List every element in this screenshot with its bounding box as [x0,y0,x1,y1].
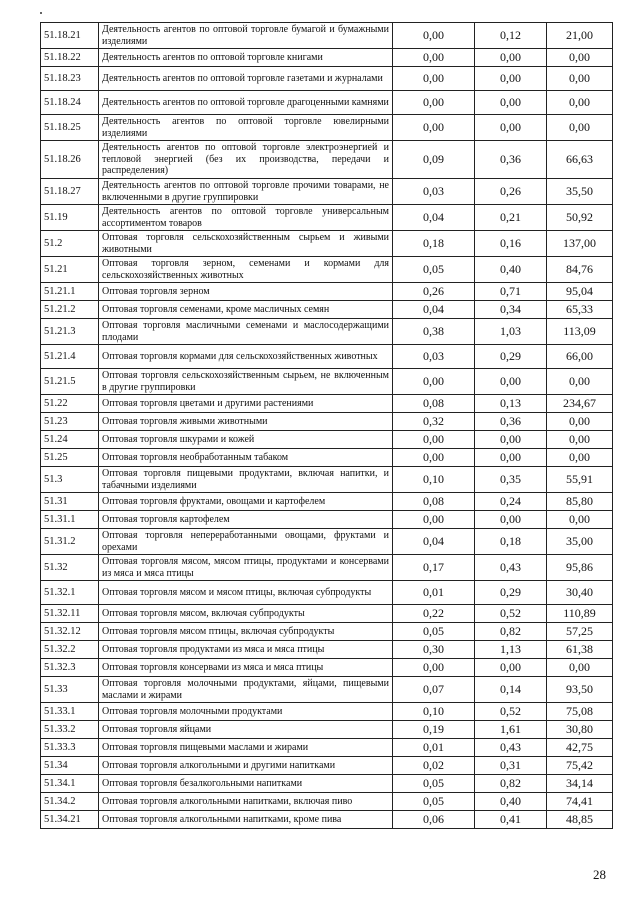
value-col-1: 0,10 [393,467,475,493]
activity-code: 51.18.22 [41,49,99,67]
activity-code: 51.34.2 [41,793,99,811]
table-row [41,67,613,91]
activity-name: Деятельность агентов по оптовой торговле газетами и журналами [99,67,393,91]
activity-name: Оптовая торговля мясом и мясом птицы, включая субпродукты [99,581,393,605]
value-col-3: 0,00 [547,511,613,529]
activity-name: Оптовая торговля пищевыми маслами и жирами [99,739,393,757]
value-col-1: 0,00 [393,115,475,141]
activity-code: 51.32.11 [41,605,99,623]
activity-name: Оптовая торговля зерном [99,283,393,301]
value-col-1: 0,04 [393,205,475,231]
value-col-2: 0,00 [475,115,547,141]
activity-name: Деятельность агентов по оптовой торговле прочими товарами, не включенными в другие группировки [99,179,393,205]
value-col-1: 0,32 [393,413,475,431]
table-row [41,449,613,467]
activity-name: Оптовая торговля цветами и другими растениями [99,395,393,413]
activity-name: Оптовая торговля кормами для сельскохозяйственных животных [99,345,393,369]
activity-code: 51.32.12 [41,623,99,641]
value-col-1: 0,00 [393,449,475,467]
value-col-3: 57,25 [547,623,613,641]
value-col-3: 113,09 [547,319,613,345]
value-col-1: 0,08 [393,493,475,511]
value-col-3: 0,00 [547,659,613,677]
activity-code: 51.32.1 [41,581,99,605]
activity-name: Оптовая торговля непереработанными овощами, фруктами и орехами [99,529,393,555]
value-col-3: 75,08 [547,703,613,721]
value-col-2: 0,00 [475,431,547,449]
page-number: 28 [593,867,606,882]
value-col-3: 0,00 [547,115,613,141]
value-col-3: 95,86 [547,555,613,581]
value-col-1: 0,08 [393,395,475,413]
value-col-3: 85,80 [547,493,613,511]
value-col-1: 0,04 [393,301,475,319]
value-col-1: 0,03 [393,345,475,369]
value-col-3: 0,00 [547,91,613,115]
table-row [41,231,613,257]
value-col-2: 0,31 [475,757,547,775]
value-col-1: 0,00 [393,23,475,49]
value-col-2: 0,00 [475,659,547,677]
table-row [41,179,613,205]
value-col-3: 95,04 [547,283,613,301]
table-row [41,775,613,793]
activity-name: Деятельность агентов по оптовой торговле ювелирными изделиями [99,115,393,141]
activity-name: Оптовая торговля фруктами, овощами и картофелем [99,493,393,511]
table-row [41,257,613,283]
page-corner-mark [40,12,42,14]
table-row [41,91,613,115]
value-col-3: 34,14 [547,775,613,793]
table-row [41,141,613,179]
activity-code: 51.24 [41,431,99,449]
activity-code: 51.21.2 [41,301,99,319]
value-col-2: 0,13 [475,395,547,413]
table-row [41,413,613,431]
activity-code: 51.31 [41,493,99,511]
activity-code: 51.33 [41,677,99,703]
value-col-1: 0,38 [393,319,475,345]
activity-name: Оптовая торговля мясом, мясом птицы, продуктами и консервами из мяса и мяса птицы [99,555,393,581]
value-col-2: 1,03 [475,319,547,345]
value-col-3: 35,50 [547,179,613,205]
table-row [41,659,613,677]
value-col-1: 0,00 [393,659,475,677]
value-col-2: 0,43 [475,739,547,757]
value-col-2: 0,00 [475,67,547,91]
value-col-2: 0,36 [475,141,547,179]
value-col-3: 93,50 [547,677,613,703]
value-col-1: 0,01 [393,581,475,605]
value-col-2: 0,82 [475,623,547,641]
value-col-2: 0,82 [475,775,547,793]
activity-name: Деятельность агентов по оптовой торговле бумагой и бумажными изделиями [99,23,393,49]
table-row [41,511,613,529]
value-col-3: 50,92 [547,205,613,231]
activity-name: Оптовая торговля живыми животными [99,413,393,431]
table-row [41,467,613,493]
activity-name: Оптовая торговля необработанным табаком [99,449,393,467]
activity-name: Деятельность агентов по оптовой торговле универсальным ассортиментом товаров [99,205,393,231]
value-col-2: 0,00 [475,91,547,115]
value-col-1: 0,22 [393,605,475,623]
value-col-1: 0,26 [393,283,475,301]
table-row [41,49,613,67]
activity-code: 51.18.27 [41,179,99,205]
value-col-1: 0,19 [393,721,475,739]
value-col-1: 0,09 [393,141,475,179]
table-row [41,23,613,49]
value-col-1: 0,05 [393,775,475,793]
value-col-3: 0,00 [547,413,613,431]
table-row [41,703,613,721]
activity-code: 51.33.1 [41,703,99,721]
value-col-2: 0,00 [475,49,547,67]
value-col-2: 0,18 [475,529,547,555]
value-col-1: 0,01 [393,739,475,757]
value-col-2: 0,36 [475,413,547,431]
value-col-3: 35,00 [547,529,613,555]
value-col-1: 0,30 [393,641,475,659]
value-col-1: 0,18 [393,231,475,257]
activity-code: 51.34 [41,757,99,775]
activity-name: Оптовая торговля продуктами из мяса и мяса птицы [99,641,393,659]
table-row [41,581,613,605]
activity-code: 51.19 [41,205,99,231]
value-col-3: 137,00 [547,231,613,257]
activity-name: Оптовая торговля мясом, включая субпродукты [99,605,393,623]
value-col-3: 0,00 [547,67,613,91]
value-col-3: 30,80 [547,721,613,739]
value-col-1: 0,05 [393,257,475,283]
table-row [41,721,613,739]
activity-code: 51.34.1 [41,775,99,793]
activity-code: 51.18.25 [41,115,99,141]
value-col-2: 0,24 [475,493,547,511]
value-col-3: 65,33 [547,301,613,319]
table-row [41,283,613,301]
value-col-2: 0,26 [475,179,547,205]
table-row [41,641,613,659]
value-col-2: 0,52 [475,703,547,721]
value-col-1: 0,00 [393,67,475,91]
value-col-2: 0,71 [475,283,547,301]
activity-table [40,22,613,829]
value-col-2: 0,29 [475,345,547,369]
value-col-3: 21,00 [547,23,613,49]
value-col-3: 84,76 [547,257,613,283]
value-col-2: 1,13 [475,641,547,659]
value-col-2: 0,43 [475,555,547,581]
activity-name: Деятельность агентов по оптовой торговле книгами [99,49,393,67]
table-row [41,395,613,413]
value-col-2: 0,40 [475,257,547,283]
activity-name: Деятельность агентов по оптовой торговле электроэнергией и тепловой энергией (без их производства, передачи и распределения) [99,141,393,179]
activity-name: Оптовая торговля молочными продуктами [99,703,393,721]
table-row [41,529,613,555]
activity-name: Оптовая торговля семенами, кроме масличных семян [99,301,393,319]
value-col-3: 110,89 [547,605,613,623]
table-row [41,677,613,703]
activity-code: 51.23 [41,413,99,431]
value-col-3: 66,63 [547,141,613,179]
value-col-1: 0,06 [393,811,475,829]
table-row [41,793,613,811]
activity-code: 51.18.23 [41,67,99,91]
value-col-3: 75,42 [547,757,613,775]
value-col-2: 0,00 [475,511,547,529]
table-row [41,205,613,231]
activity-code: 51.34.21 [41,811,99,829]
table-row [41,369,613,395]
value-col-3: 234,67 [547,395,613,413]
activity-name: Оптовая торговля алкогольными напитками, кроме пива [99,811,393,829]
value-col-2: 0,52 [475,605,547,623]
activity-code: 51.33.2 [41,721,99,739]
value-col-2: 0,14 [475,677,547,703]
table-row [41,757,613,775]
activity-name: Оптовая торговля безалкогольными напитками [99,775,393,793]
activity-name: Оптовая торговля шкурами и кожей [99,431,393,449]
activity-code: 51.21.4 [41,345,99,369]
value-col-2: 0,34 [475,301,547,319]
table-row [41,623,613,641]
value-col-1: 0,00 [393,431,475,449]
value-col-3: 30,40 [547,581,613,605]
value-col-3: 61,38 [547,641,613,659]
value-col-1: 0,00 [393,369,475,395]
value-col-2: 0,21 [475,205,547,231]
table-row [41,605,613,623]
table-row [41,811,613,829]
activity-name: Оптовая торговля картофелем [99,511,393,529]
activity-name: Оптовая торговля яйцами [99,721,393,739]
value-col-1: 0,07 [393,677,475,703]
activity-code: 51.3 [41,467,99,493]
activity-code: 51.21.1 [41,283,99,301]
value-col-1: 0,00 [393,511,475,529]
table-row [41,555,613,581]
activity-name: Оптовая торговля алкогольными напитками, включая пиво [99,793,393,811]
value-col-2: 0,12 [475,23,547,49]
activity-code: 51.22 [41,395,99,413]
activity-code: 51.25 [41,449,99,467]
activity-name: Оптовая торговля молочными продуктами, яйцами, пищевыми маслами и жирами [99,677,393,703]
activity-name: Оптовая торговля мясом птицы, включая субпродукты [99,623,393,641]
activity-code: 51.31.2 [41,529,99,555]
activity-code: 51.21.5 [41,369,99,395]
value-col-1: 0,03 [393,179,475,205]
activity-name: Оптовая торговля зерном, семенами и кормами для сельскохозяйственных животных [99,257,393,283]
activity-name: Оптовая торговля сельскохозяйственным сырьем и живыми животными [99,231,393,257]
value-col-3: 74,41 [547,793,613,811]
table-row [41,345,613,369]
activity-code: 51.21.3 [41,319,99,345]
activity-name: Оптовая торговля пищевыми продуктами, включая напитки, и табачными изделиями [99,467,393,493]
table-row [41,319,613,345]
value-col-3: 66,00 [547,345,613,369]
value-col-1: 0,10 [393,703,475,721]
value-col-1: 0,02 [393,757,475,775]
activity-code: 51.33.3 [41,739,99,757]
activity-code: 51.18.21 [41,23,99,49]
activity-code: 51.18.24 [41,91,99,115]
value-col-1: 0,05 [393,623,475,641]
activity-code: 51.32.2 [41,641,99,659]
value-col-2: 0,40 [475,793,547,811]
activity-code: 51.32.3 [41,659,99,677]
activity-code: 51.2 [41,231,99,257]
table-row [41,431,613,449]
value-col-1: 0,00 [393,49,475,67]
value-col-1: 0,00 [393,91,475,115]
value-col-1: 0,05 [393,793,475,811]
value-col-3: 0,00 [547,431,613,449]
value-col-2: 1,61 [475,721,547,739]
activity-name: Оптовая торговля масличными семенами и маслосодержащими плодами [99,319,393,345]
activity-name: Оптовая торговля сельскохозяйственным сырьем, не включенным в другие группировки [99,369,393,395]
activity-name: Оптовая торговля алкогольными и другими напитками [99,757,393,775]
value-col-3: 0,00 [547,369,613,395]
table-row [41,301,613,319]
value-col-2: 0,35 [475,467,547,493]
activity-name: Деятельность агентов по оптовой торговле драгоценными камнями [99,91,393,115]
activity-code: 51.21 [41,257,99,283]
value-col-3: 0,00 [547,49,613,67]
value-col-2: 0,29 [475,581,547,605]
value-col-3: 42,75 [547,739,613,757]
activity-name: Оптовая торговля консервами из мяса и мяса птицы [99,659,393,677]
value-col-1: 0,04 [393,529,475,555]
activity-code: 51.31.1 [41,511,99,529]
table-row [41,115,613,141]
table-row [41,739,613,757]
value-col-3: 55,91 [547,467,613,493]
value-col-3: 0,00 [547,449,613,467]
value-col-1: 0,17 [393,555,475,581]
value-col-2: 0,00 [475,369,547,395]
activity-code: 51.18.26 [41,141,99,179]
value-col-3: 48,85 [547,811,613,829]
value-col-2: 0,16 [475,231,547,257]
table-row [41,493,613,511]
value-col-2: 0,41 [475,811,547,829]
activity-code: 51.32 [41,555,99,581]
table-body [41,23,613,829]
value-col-2: 0,00 [475,449,547,467]
